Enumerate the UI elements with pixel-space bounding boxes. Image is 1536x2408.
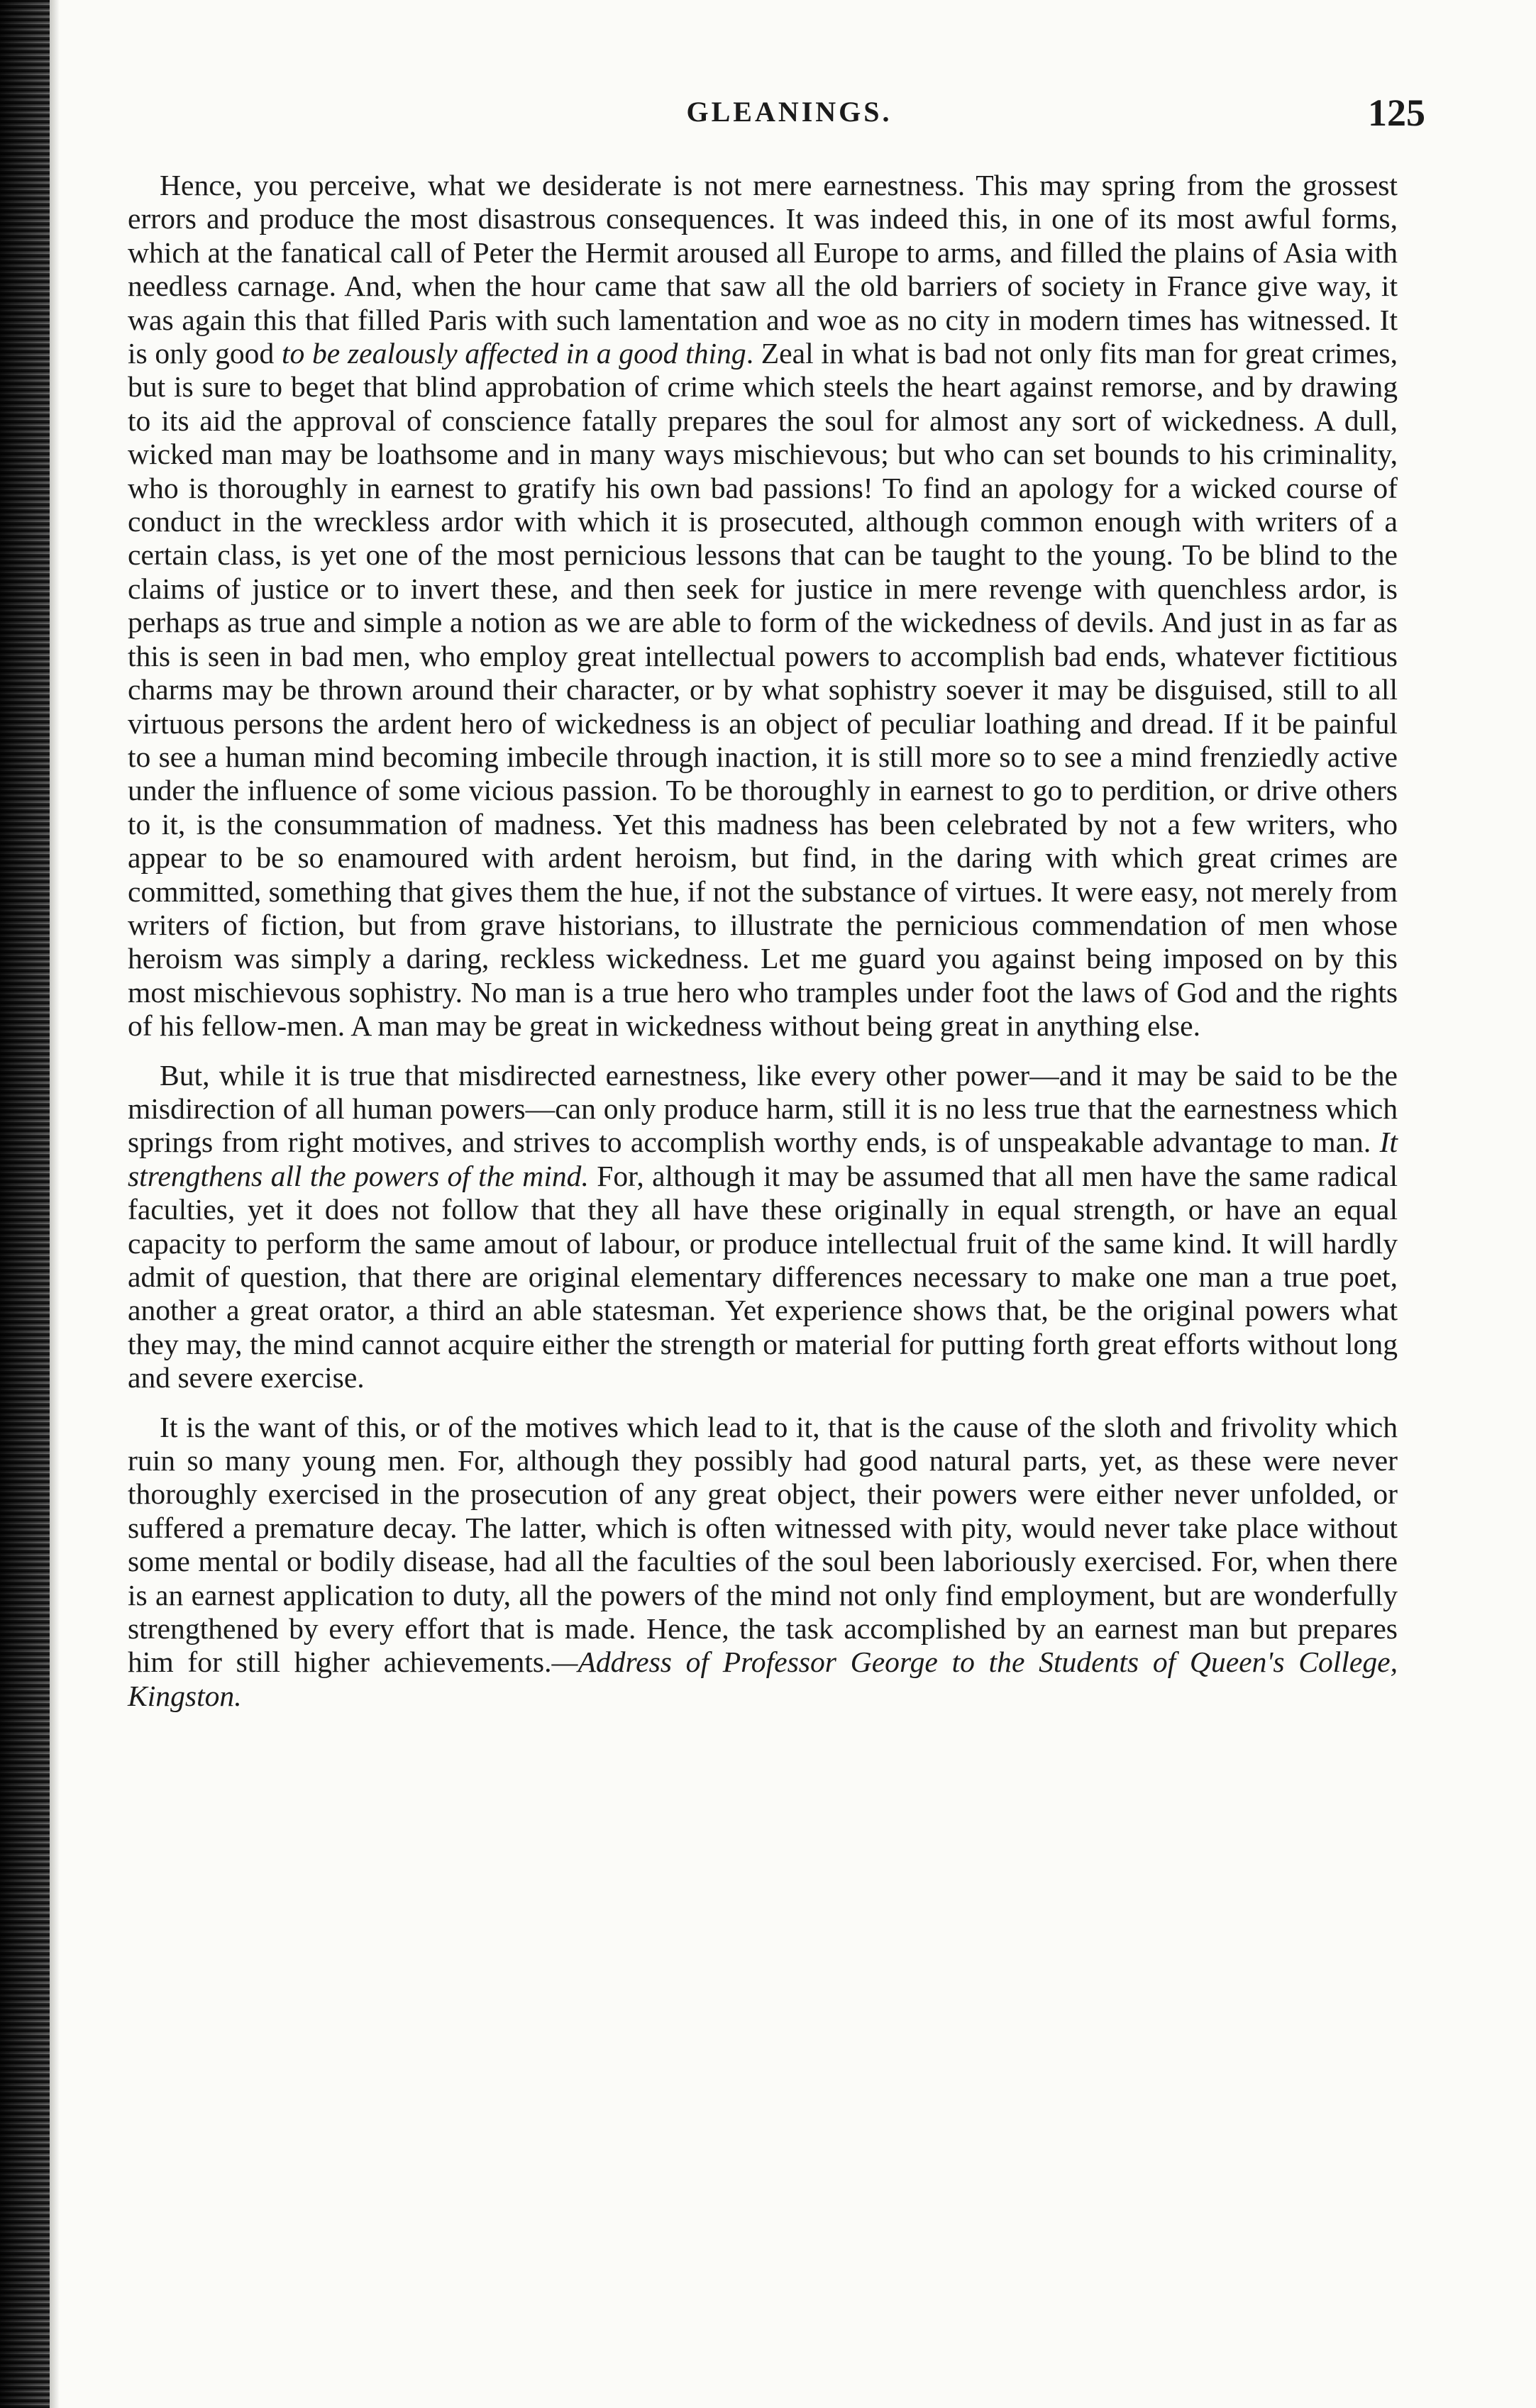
gutter-shadow <box>50 0 60 2408</box>
text-segment: But, while it is true that misdirected earnestness, like every other power—and it may be said to be the misdirection of all human powers—can only produce harm, still it is no less true that the earnestness which springs from right motives, and strives to accomplish worthy ends, is of unspeakable advantage to man. <box>128 1058 1398 1159</box>
article-body <box>128 169 1398 1729</box>
text-segment: Hence, you perceive, what we desiderate is not mere earnestness. This may spring from the grossest errors and produce the most disastrous consequences. It was indeed this, in one of its most awful forms, which at the fanatical call of Peter the Hermit aroused all Europe to arms, and filled the plains of Asia with needless carnage. And, when the hour came that saw all the old barriers of society in France give way, it was again this that filled Paris with such lamentation and woe as no city in modern times has witnessed. It is only good <box>128 169 1398 370</box>
page-header <box>128 91 1451 133</box>
paragraph-2 <box>128 1059 1398 1395</box>
running-title: GLEANINGS. <box>686 96 893 128</box>
source-attribution: —Address of Professor George to the Students of Queen's College, Kingston. <box>128 1646 1398 1712</box>
italic-phrase: to be zealously affected in a good thing <box>281 337 746 370</box>
page-number: 125 <box>1368 91 1425 134</box>
book-spine-edge <box>0 0 50 2408</box>
text-segment: . Zeal in what is bad not only fits man for great crimes, but is sure to beget that blind approbation of crime which steels the heart against remorse, and by drawing to its aid the approval of conscience fatally prepares the soul for almost any sort of wickedness. A dull, wicked man may be loathsome and in many ways mischievous; but who can set bounds to his criminality, who is thoroughly in earnest to gratify his own bad passions! To find an apology for a wicked course of conduct in the wreckless ardor with which it is prosecuted, although common enough with writers of a certain class, is yet one of the most pernicious lessons that can be taught to the young. To be blind to the claims of justice or to invert these, and then seek for justice in mere revenge with quenchless ardor, is perhaps as true and simple a notion as we are able to form of the wickedness of devils. And just in as far as this is seen in bad men, who employ great intellectual powers to accomplish bad ends, whatever fictitious charms may be thrown around their character, or by what sophistry soever it may be disguised, still to all virtuous persons the ardent hero of wickedness is an object of peculiar loathing and dread. If it be painful to see a human mind becoming imbecile through inaction, it is still more so to see a mind frenziedly active under the influence of some vicious passion. To be thoroughly in earnest to go to perdition, or drive others to it, is the consummation of madness. Yet this madness has been celebrated by not a few writers, who appear to be so enamoured with ardent heroism, but find, in the daring with which great crimes are committed, something that gives them the hue, if not the substance of virtues. It were easy, not merely from writers of fiction, but from grave historians, to illustrate the pernicious commendation of men whose heroism was simply a daring, reckless wickedness. Let me guard you against being imposed on by this most mischievous sophistry. No man is a true hero who tramples under foot the laws of God and the rights of his fellow-men. A man may be great in wickedness without being great in anything else. <box>128 337 1398 1043</box>
italic-phrase: It strengthens all the powers of the mind. <box>128 1126 1398 1192</box>
text-segment: It is the want of this, or of the motives which lead to it, that is the cause of the sloth and frivolity which ruin so many young men. For, although they possibly had good natural parts, yet, as these were never thoroughly exercised in the prosecution of any great object, their powers were either never unfolded, or suffered a premature decay. The latter, which is often witnessed with pity, would never take place without some mental or bodily disease, had all the faculties of the soul been laboriously exercised. For, when there is an earnest application to duty, all the powers of the mind not only find employment, but are wonderfully strengthened by every effort that is made. Hence, the task accomplished by an earnest man but prepares him for still higher achievements. <box>128 1410 1398 1679</box>
text-segment: For, although it may be assumed that all men have the same radical faculties, yet it does not follow that they all have these originally in equal strength, or have an equal capacity to perform the same amout of labour, or produce intellectual fruit of the same kind. It will hardly admit of question, that there are original elementary differences necessary to make one man a true poet, another a great orator, a third an able statesman. Yet experience shows that, be the original powers what they may, the mind cannot acquire either the strength or material for putting forth great efforts without long and severe exercise. <box>128 1159 1398 1394</box>
paragraph-1 <box>128 169 1398 1043</box>
paragraph-3 <box>128 1411 1398 1714</box>
